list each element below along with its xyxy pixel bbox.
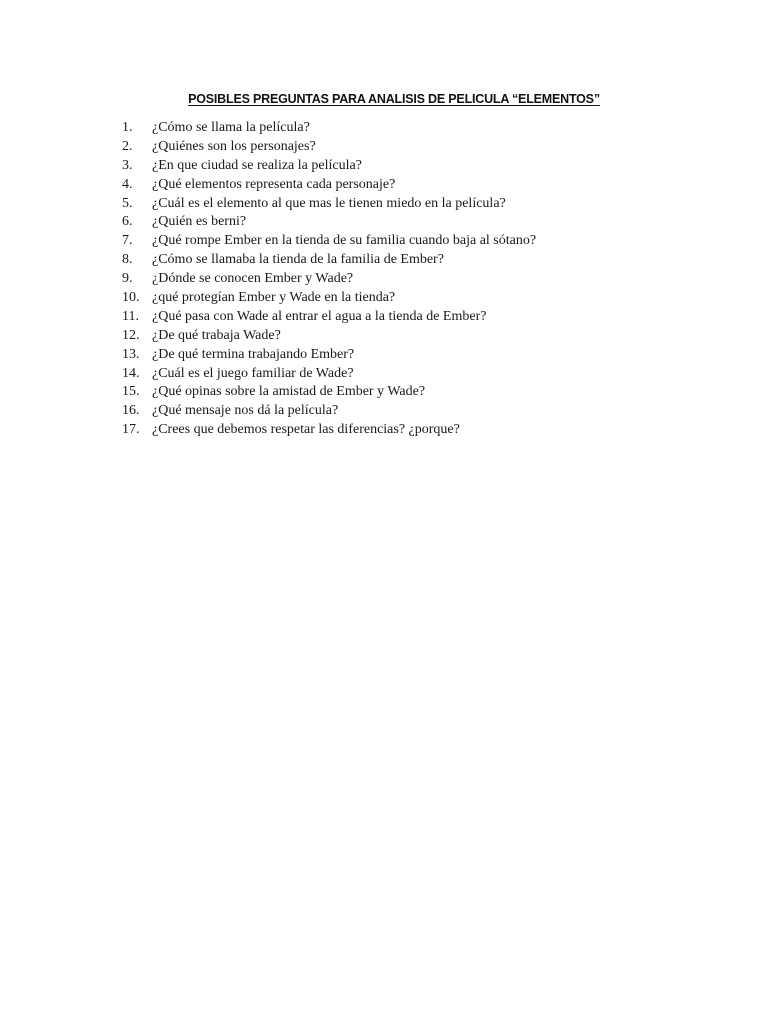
question-text: ¿Cómo se llama la película? (152, 120, 310, 135)
list-item (122, 119, 536, 138)
question-number: 6. (122, 214, 133, 230)
question-text: ¿De qué termina trabajando Ember? (152, 346, 355, 362)
list-item (122, 346, 536, 365)
list-item (122, 365, 536, 384)
question-number: 7. (122, 233, 133, 249)
list-item (122, 402, 536, 421)
question-text: ¿Quiénes son los personajes? (152, 138, 316, 154)
question-number: 16. (122, 403, 140, 419)
question-number: 12. (122, 327, 140, 343)
list-item (122, 157, 536, 176)
list-item (122, 138, 536, 157)
question-text: ¿Dónde se conocen Ember y Wade? (152, 271, 354, 287)
question-text: ¿qué protegían Ember y Wade en la tienda? (152, 290, 396, 306)
question-text: ¿De qué trabaja Wade? (152, 327, 281, 343)
document-title: POSIBLES PREGUNTAS PARA ANALISIS DE PELICULA “ELEMENTOS” (188, 92, 600, 106)
list-item (122, 251, 536, 270)
question-number: 11. (122, 308, 139, 324)
question-number: 9. (122, 271, 133, 287)
question-text: ¿Qué pasa con Wade al entrar el agua a la tienda de Ember? (152, 308, 487, 324)
question-list (122, 119, 536, 440)
list-item (122, 383, 536, 402)
question-number: 8. (122, 252, 133, 268)
question-number: 3. (122, 157, 133, 173)
question-text: ¿Cómo se llamaba la tienda de la familia de Ember? (152, 252, 444, 268)
question-text: ¿Cuál es el elemento al que mas le tienen miedo en la película? (152, 195, 506, 211)
question-text: ¿Qué elementos representa cada personaje? (152, 176, 396, 192)
list-item (122, 289, 536, 308)
list-item (122, 421, 536, 440)
question-text: ¿En que ciudad se realiza la película? (152, 157, 362, 173)
list-item (122, 195, 536, 214)
question-text: ¿Qué mensaje nos dá la película? (152, 403, 339, 419)
list-item (122, 270, 536, 289)
question-text: ¿Cuál es el juego familiar de Wade? (152, 365, 354, 381)
question-number: 14. (122, 365, 140, 381)
question-number: 4. (122, 176, 133, 192)
list-item (122, 232, 536, 251)
list-item (122, 308, 536, 327)
question-number: 13. (122, 346, 140, 362)
question-number: 15. (122, 384, 140, 400)
question-number: 2. (122, 138, 133, 154)
question-number: 10. (122, 290, 140, 306)
list-item (122, 176, 536, 195)
question-text: ¿Quién es berni? (152, 214, 247, 230)
list-item (122, 213, 536, 232)
question-text: ¿Crees que debemos respetar las diferencias? ¿porque? (152, 422, 460, 438)
question-text: ¿Qué opinas sobre la amistad de Ember y Wade? (152, 384, 426, 400)
question-text: ¿Qué rompe Ember en la tienda de su familia cuando baja al sótano? (152, 233, 537, 249)
question-number: 1. (122, 120, 133, 135)
question-number: 5. (122, 195, 133, 211)
list-item (122, 327, 536, 346)
question-number: 17. (122, 422, 140, 438)
